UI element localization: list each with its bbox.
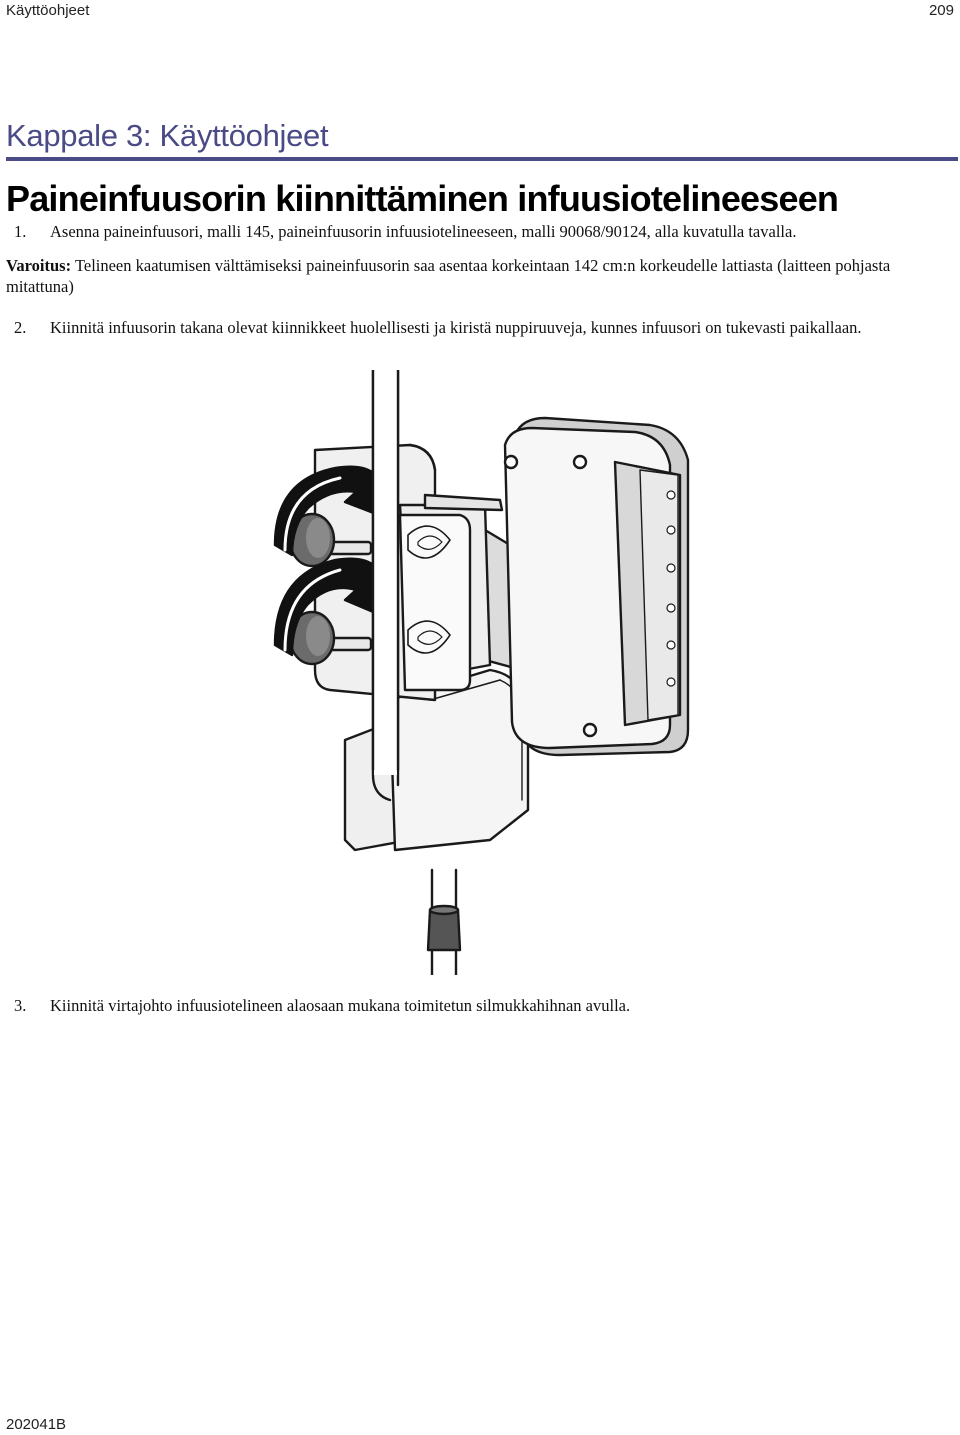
step-1 [14,222,796,242]
step-2 [14,318,862,338]
pump-body [505,418,688,755]
warning-label: Varoitus: [6,256,72,275]
chapter-title: Kappale 3: Käyttöohjeet [6,118,329,153]
step-text: Kiinnitä virtajohto infuusiotelineen alaosaan mukana toimitetun silmukkahihnan avulla. [50,996,631,1015]
running-header [6,0,954,22]
step-number: 3. [14,996,27,1015]
clamp-front-block [400,515,470,690]
step-text: Asenna paineinfuusori, malli 145, paineinfuusorin infuusiotelineeseen, malli 90068/90124, alla kuvatulla tavalla. [50,222,797,241]
step-number: 1. [14,222,27,241]
chapter-rule [6,157,958,161]
section-title: Paineinfuusorin kiinnittäminen infuusiotelineeseen [6,178,839,219]
page-number: 209 [928,2,954,19]
running-header-section: Käyttöohjeet [6,2,90,19]
step-text: Kiinnitä infuusorin takana olevat kiinnikkeet huolellisesti ja kiristä nuppiruuveja, kunnes infuusori on tukevasti paikallaan. [50,318,862,337]
step-number: 2. [14,318,27,337]
document-code: 202041B [6,1416,67,1433]
warning-note [6,255,946,297]
pump-mounting-illustration [260,370,700,975]
step-3 [14,996,630,1016]
warning-text: Telineen kaatumisen välttämiseksi paineinfuusorin saa asentaa korkeintaan 142 cm:n korkeudelle lattiasta (laitteen pohjasta mitattuna) [6,256,891,296]
